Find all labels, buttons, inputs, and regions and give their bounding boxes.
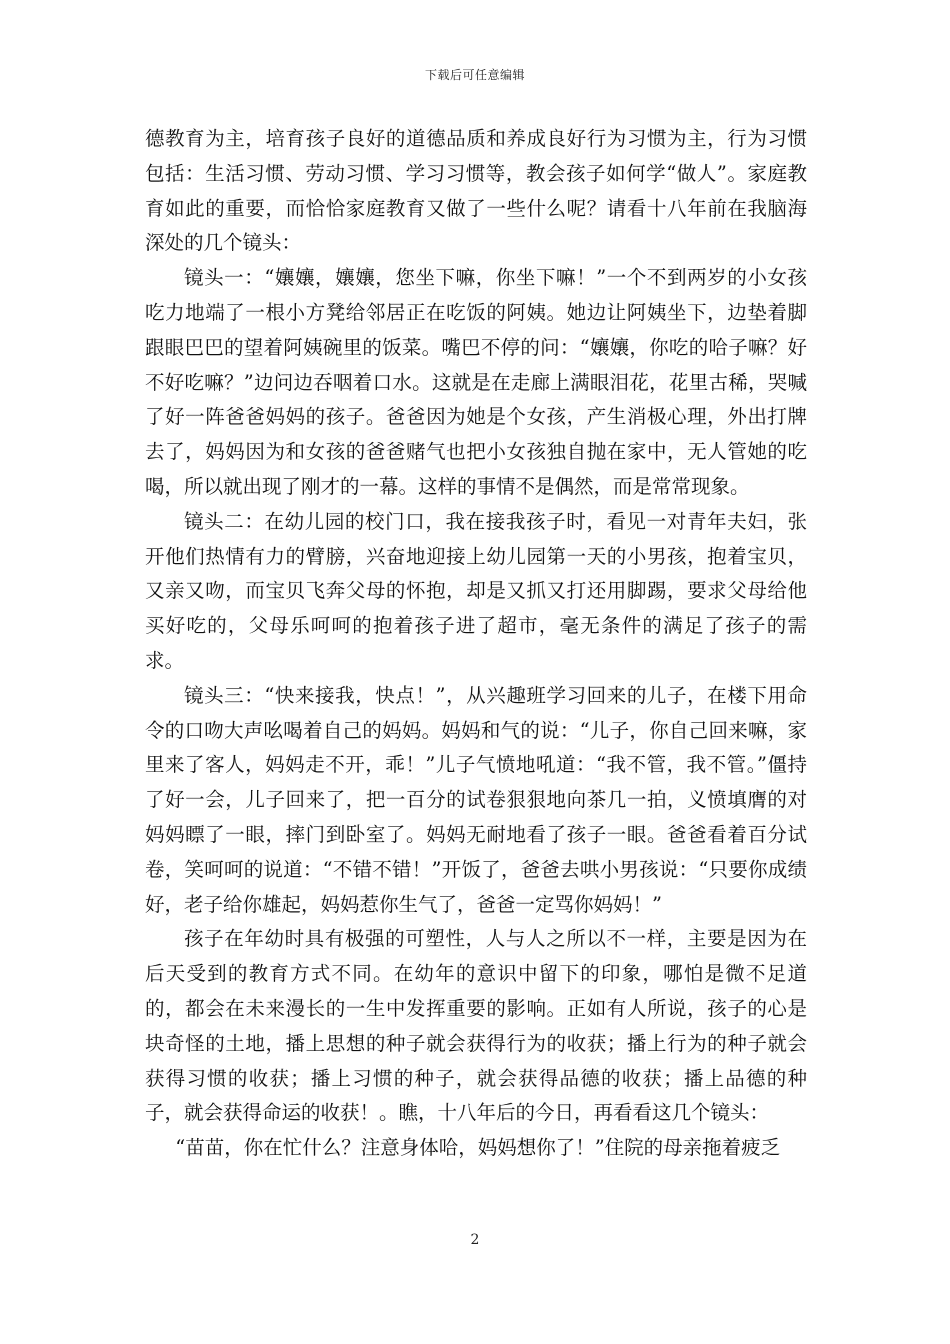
paragraph-scene-two: 镜头二：在幼儿园的校门口，我在接我孩子时，看见一对青年夫妇，张开他们热情有力的臂膀，兴奋地迎接上幼儿园第一天的小男孩，抱着宝贝，又亲又吻，而宝贝飞奔父母的怀抱，却是又抓又打还用脚踢，要求父母给他买好吃的，父母乐呵呵的抱着孩子进了超市，毫无条件的满足了孩子的需求。 bbox=[145, 509, 807, 672]
document-body bbox=[145, 122, 807, 1166]
paragraph-reflection: 孩子在年幼时具有极强的可塑性，人与人之所以不一样，主要是因为在后天受到的教育方式不同。在幼年的意识中留下的印象，哪怕是微不足道的，都会在未来漫长的一生中发挥重要的影响。正如有人所说，孩子的心是块奇怪的土地，播上思想的种子就会获得行为的收获；播上行为的种子就会获得习惯的收获；播上习惯的种子，就会获得品德的收获；播上品德的种子，就会获得命运的收获！。瞧，十八年后的今日，再看看这几个镜头： bbox=[145, 927, 807, 1125]
page-number: 2 bbox=[470, 1232, 480, 1248]
paragraph-scene-three: 镜头三：“快来接我，快点！”，从兴趣班学习回来的儿子，在楼下用命令的口吻大声吆喝着自己的妈妈。妈妈和气的说：“儿子，你自己回来嘛，家里来了客人，妈妈走不开，乖！”儿子气愤地吼道：“我不管，我不管。”僵持了好一会，儿子回来了，把一百分的试卷狠狠地向茶几一拍，义愤填膺的对妈妈瞟了一眼，摔门到卧室了。妈妈无耐地看了孩子一眼。爸爸看着百分试卷，笑呵呵的说道：“不错不错！”开饭了，爸爸去哄小男孩说：“只要你成绩好，老子给你雄起，妈妈惹你生气了，爸爸一定骂你妈妈！” bbox=[145, 683, 807, 916]
paragraph-scene-one: 镜头一：“孃孃，孃孃，您坐下嘛，你坐下嘛！”一个不到两岁的小女孩吃力地端了一根小方凳给邻居正在吃饭的阿姨。她边让阿姨坐下，边垫着脚跟眼巴巴的望着阿姨碗里的饭菜。嘴巴不停的问：“孃孃，你吃的哈子嘛？好不好吃嘛？”边问边吞咽着口水。这就是在走廊上满眼泪花，花里古稀，哭喊了好一阵爸爸妈妈的孩子。爸爸因为她是个女孩，产生消极心理，外出打牌去了，妈妈因为和女孩的爸爸赌气也把小女孩独自抛在家中，无人管她的吃喝，所以就出现了刚才的一幕。这样的事情不是偶然，而是常常现象。 bbox=[145, 266, 807, 498]
paragraph-continuation: 德教育为主，培育孩子良好的道德品质和养成良好行为习惯为主，行为习惯包括：生活习惯、劳动习惯、学习习惯等，教会孩子如何学“做人”。家庭教育如此的重要，而恰恰家庭教育又做了一些什么呢？请看十八年前在我脑海深处的几个镜头： bbox=[145, 127, 807, 255]
paragraph-dialogue: “苗苗，你在忙什么？注意身体哈，妈妈想你了！”住院的母亲拖着疲乏 bbox=[175, 1136, 781, 1160]
page-header: 下载后可任意编辑 bbox=[424, 68, 525, 82]
